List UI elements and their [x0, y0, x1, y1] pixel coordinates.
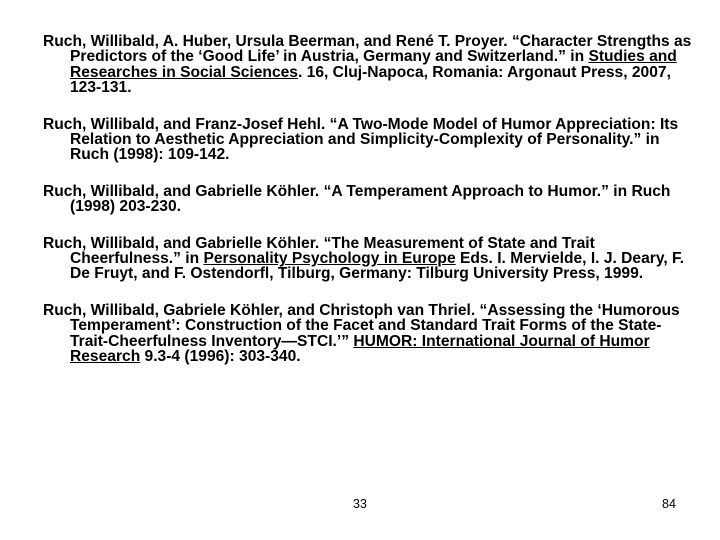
- reference-entry: [43, 303, 693, 365]
- journal-title: HUMOR: International Journal of Humor Research: [70, 332, 650, 366]
- reference-text: 9.3-4 (1996): 303-340.: [140, 348, 301, 366]
- reference-text: Ruch, Willibald, and Gabrielle Köhler. “A Temperament Approach to Humor.” in Ruch (1998) 203-230.: [43, 182, 671, 216]
- reference-text: Ruch, Willibald, A. Huber, Ursula Beerman, and René T. Proyer. “Character Strengths as Predictors of the ‘Good Life’ in Austria, Germany and Switzerland.” in: [43, 33, 692, 66]
- reference-text: . 16, Cluj-Napoca, Romania: Argonaut Press, 2007, 123-131.: [70, 63, 671, 97]
- reference-text: Ruch, Willibald, Gabriele Köhler, and Christoph van Thriel. “Assessing the ‘Humorous Temperament’: Construction of the Facet and Standard Trait Forms of the State-Trait-Cheerfulness Inventory—STCI.’”: [43, 301, 680, 350]
- reference-entry: [43, 236, 693, 282]
- reference-text: Eds. I. Mervielde, I. J. Deary, F. De Fruyt, and F. Ostendorfl, Tilburg, Germany: Tilburg University Press, 1999.: [70, 250, 685, 283]
- reference-text: Ruch, Willibald, and Franz-Josef Hehl. “A Two-Mode Model of Humor Appreciation: Its Relation to Aesthetic Appreciation and Simplicity-Complexity of Personality.” in Ruch (1998): 109-142.: [43, 115, 679, 164]
- reference-entry: [43, 184, 693, 215]
- reference-entry: [43, 117, 693, 163]
- reference-list: [43, 34, 693, 386]
- journal-title: Studies and Researches in Social Sciences: [70, 48, 677, 81]
- slide-number: 33: [353, 497, 367, 511]
- reference-text: Ruch, Willibald, and Gabrielle Köhler. “The Measurement of State and Trait Cheerfulness.” in: [43, 234, 595, 268]
- book-title: Personality Psychology in Europe: [203, 250, 456, 268]
- reference-entry: [43, 34, 693, 96]
- page-number: 84: [662, 497, 676, 511]
